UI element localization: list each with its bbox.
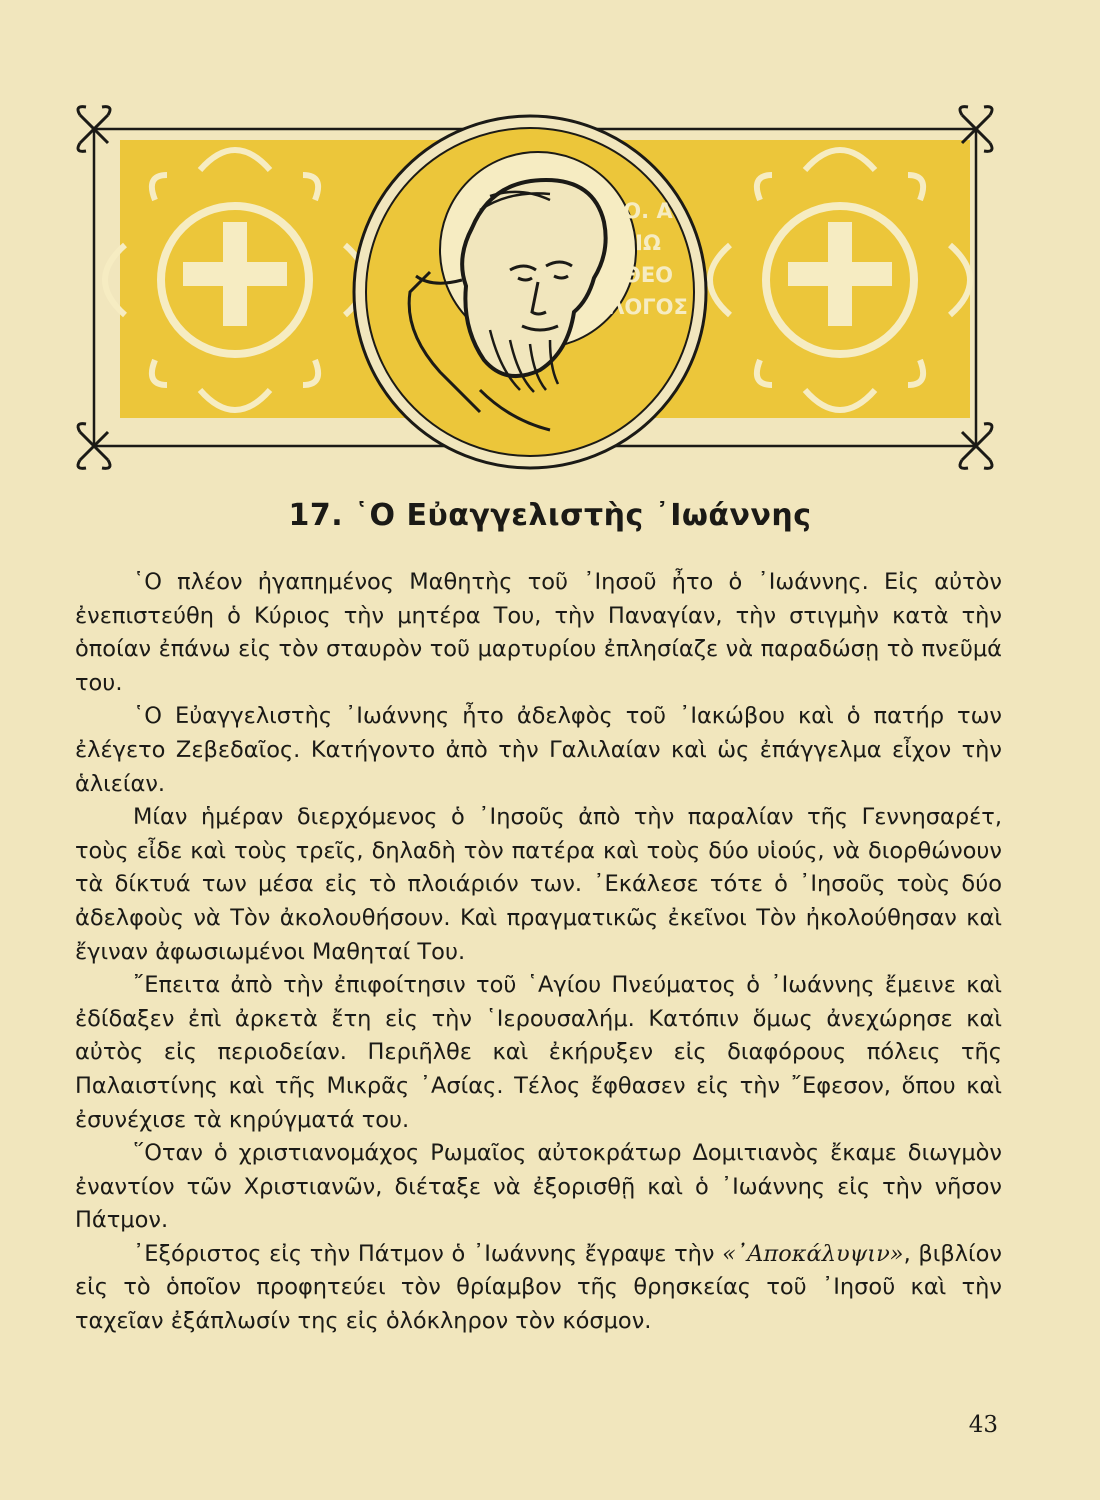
paragraph: ῾Ο πλέον ἠγαπημένος Μαθητὴς τοῦ ᾿Ιησοῦ ἦτο ὁ ᾿Ιωάννης. Εἰς αὐτὸν ἐνεπιστεύθη ὁ Κύριος τὴν μητέρα Του, τὴν Παναγίαν, τὴν στιγμὴν κατὰ τὴν ὁποίαν ἐπάνω εἰς τὸν σταυρὸν τοῦ μαρτυρίου ἐπλησίαζε νὰ παραδώσῃ τὸ πνεῦμά του.: [75, 569, 1002, 696]
icon-inscription-line: ΘΕΟ: [622, 263, 674, 287]
book-title: «᾿Αποκάλυψιν»: [722, 1240, 904, 1267]
paragraph: [75, 1238, 1002, 1339]
paragraph: ῞Οταν ὁ χριστιανομάχος Ρωμαῖος αὐτοκράτωρ Δομιτιανὸς ἔκαμε διωγμὸν ἐναντίον τῶν Χριστιανῶν, διέταξε νὰ ἐξορισθῇ καὶ ὁ ᾿Ιωάννης εἰς τὴν νῆσον Πάτμον.: [75, 1140, 1002, 1234]
icon-inscription-line: ΙΩ: [635, 231, 661, 255]
icon-inscription-line: Ο. Α: [623, 199, 673, 223]
header-banner: [70, 100, 1000, 475]
paragraph: ῾Ο Εὐαγγελιστὴς ᾿Ιωάννης ἦτο ἀδελφὸς τοῦ ᾿Ιακώβου καὶ ὁ πατήρ των ἐλέγετο Ζεβεδαῖος. Κατήγοντο ἀπὸ τὴν Γαλιλαίαν καὶ ὡς ἐπάγγελμα εἶχον τὴν ἁλιείαν.: [75, 703, 1002, 797]
paragraph-text: ᾿Εξόριστος εἰς τὴν Πάτμον ὁ ᾿Ιωάννης ἔγραψε τὴν: [133, 1240, 723, 1267]
paragraph: Μίαν ἡμέραν διερχόμενος ὁ ᾿Ιησοῦς ἀπὸ τὴν παραλίαν τῆς Γεννησαρέτ, τοὺς εἶδε καὶ τοὺς τρεῖς, δηλαδὴ τὸν πατέρα καὶ τοὺς δύο υἱούς, νὰ διορθώνουν τὰ δίκτυά των μέσα εἰς τὸ πλοιάριόν των. ᾿Εκάλεσε τότε ὁ ᾿Ιησοῦς τοὺς δύο ἀδελφοὺς νὰ Τὸν ἀκολουθήσουν. Καὶ πραγματικῶς ἐκεῖνοι Τὸν ἠκολούθησαν καὶ ἔγιναν ἀφωσιωμένοι Μαθηταί Του.: [75, 804, 1002, 965]
paragraph: ῎Επειτα ἀπὸ τὴν ἐπιφοίτησιν τοῦ ῾Αγίου Πνεύματος ὁ ᾿Ιωάννης ἔμεινε καὶ ἐδίδαξεν ἐπὶ ἀρκετὰ ἔτη εἰς τὴν ῾Ιερουσαλήμ. Κατόπιν ὅμως ἀνεχώρησε καὶ αὐτὸς εἰς περιοδείαν. Περιῆλθε καὶ ἐκήρυξεν εἰς διαφόρους πόλεις τῆς Παλαιστίνης καὶ τῆς Μικρᾶς ᾿Ασίας. Τέλος ἔφθασεν εἰς τὴν ῎Εφεσον, ὅπου καὶ ἐσυνέχισε τὰ κηρύγματά του.: [75, 972, 1002, 1133]
chapter-title: 17. ῾Ο Εὐαγγελιστὴς ᾿Ιωάννης: [288, 498, 812, 533]
page-number: 43: [968, 1412, 998, 1438]
saint-john-icon: [354, 116, 706, 468]
icon-inscription-line: ΛΟΓΟΣ: [608, 295, 688, 319]
chapter-body: [75, 566, 1002, 1339]
paragraph-text: , βιβλίον εἰς τὸ ὁποῖον προφητεύει τὸν θρίαμβον τῆς θρησκείας τοῦ ᾿Ιησοῦ καὶ τὴν ταχεῖαν ἐξάπλωσίν της εἰς ὁλόκληρον τὸν κόσμον.: [75, 1240, 1002, 1335]
